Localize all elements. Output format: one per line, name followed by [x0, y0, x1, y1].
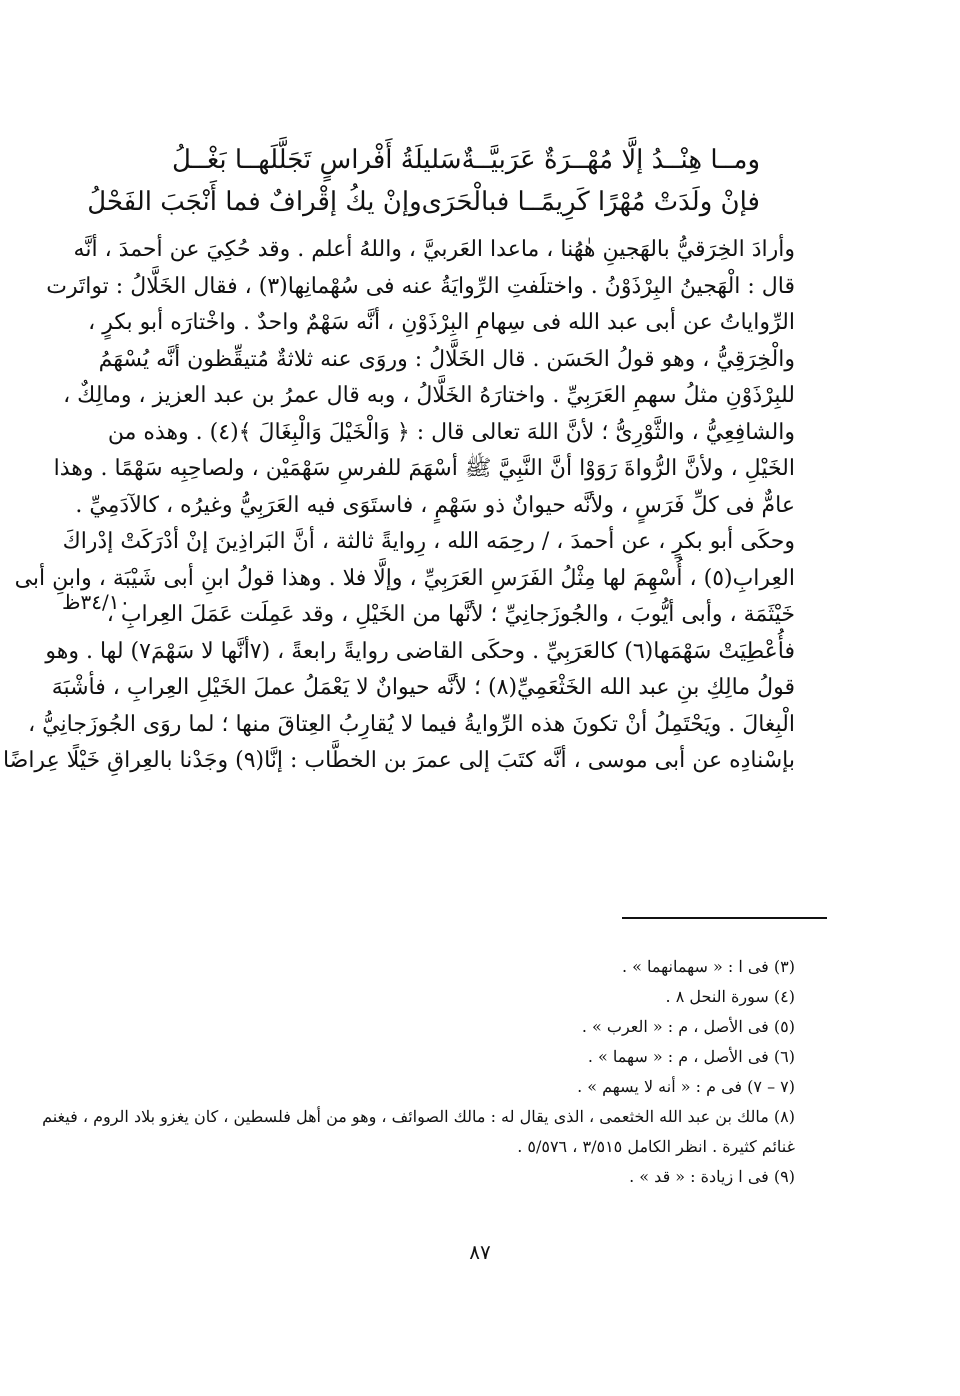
- footnote: (٧ – ٧) فى م : « أنه لا يسهم » .: [577, 1077, 795, 1096]
- text-line: قولُ مالِكِ بنِ عبد الله الخَثْعَمِيِّ(٨) ؛ لأنَّه حيوانٌ لا يَعْمَلُ عملَ الخَيْلِ العِرابِ ، فأشْبَهَ: [51, 675, 795, 700]
- page-number: ٨٧: [469, 1240, 491, 1264]
- text-line: فأُعْطِيَتْ سَهْمَها(٦) كالعَرَبِيِّ . وحكَى القاضى روايةً رابعةً ، (٧أنَّها لا سَهْمَ٧) لها . وهو: [45, 638, 795, 664]
- footnotes: [42, 952, 795, 1192]
- text-line: الخَيْلِ ، ولأنَّ الرُّواةَ رَوَوْا أنَّ النَّبِيَّ ﷺ أسْهَمَ للفرسِ سَهْمَيْن ، ولصاحِبِه سَهْمًا . وهذا: [53, 456, 795, 481]
- poem-verse: [171, 140, 760, 180]
- footnote: (٨) مالك بن عبد الله الخثعمى ، الذى يقال له : مالك الصوائف ، وهو من أهل فلسطين ، كان يغزو بلاد الروم ، فيغنم: [42, 1107, 795, 1126]
- text-line: خَيْثَمَة ، وأبى أيُّوبَ ، والجُوزَجانِيِّ ؛ لأنَّها من الخَيْلِ ، وقد عَمِلَت عَمَلَ العِرابِ ،: [106, 602, 795, 627]
- footnote: (٥) فى الأصل ، م : « العرب » .: [581, 1017, 795, 1036]
- footnote: (٦) فى الأصل ، م : « سهما » .: [587, 1047, 795, 1066]
- footnote: (٩) فى ا زيادة : « قد » .: [629, 1167, 795, 1186]
- text-line: قال : الْهَجينُ البِرْذَوْنُ . واختلَفتِ الرِّوايَةُ عنه فى سُهْمانِها(٣) ، فقال الخَلَّالُ : تواتَرت: [46, 273, 795, 299]
- text-line: والشافِعِيُّ ، والثَّوْرِىُّ ؛ لأنَّ اللهَ تعالى قال : ﴿ وَالْخَيْلَ وَالْبِغَالَ ﴾(٤) . وهذه من: [107, 419, 795, 445]
- text-line: والْخِرَقِيُّ ، وهو قولُ الحَسَن . قال الخَلَّالُ : وروَى عنه ثلاثةٌ مُتيقِّظون أنَّه يُسْهَمُ: [98, 346, 795, 372]
- text-line: الْبِغالَ . ويَحْتَمِلُ أنْ تكونَ هذه الرِّوايةُ فيما لا يُقارِبُ العِتاقَ منها ؛ لما روَى الجُوزَجانِيُّ ،: [28, 711, 795, 737]
- manuscript-folio-note: ٣٤/١٠ظ: [62, 590, 131, 614]
- verse-first-hemistich: ومــا هِنْــدُ إلَّا مُهْــرَةٌ عَرَبيَّــةٌ: [461, 145, 760, 175]
- text-line: عامٌّ فى كلِّ فَرَسٍ ، ولأنَّه حيوانٌ ذو سَهْمٍ ، فاستَوَى فيه العَرَبِيُّ وغيرُه ، كالآدَمِيِّ .: [75, 492, 795, 518]
- footnote: (٣) فى ا : « سهمانهما » .: [621, 957, 795, 976]
- text-line: العِرابِ(٥) ، أُسْهِمَ لها مِثْلُ الفَرَسِ العَرَبِيِّ ، وإلَّا فلا . وهذا قولُ ابنِ أبى شَيْبَة ، وابنِ أبى: [14, 565, 795, 591]
- footnote-divider: [622, 917, 827, 919]
- text-line: الرِّواياتُ عن أبى عبد الله فى سِهامِ البِرْذَوْنِ ، أنَّه سَهْمٌ واحدٌ . واخْتارَه أبو بكرٍ ،: [88, 310, 795, 335]
- text-line: وحكَى أبو بكرٍ ، عن أحمدَ ، / رحِمَه الله ، رِوايةً ثالثة ، أنَّ البَراذِينَ إنْ أدْرَكَتْ إدْراكَ: [62, 529, 795, 554]
- text-line: للبِرْذَوْنِ مثلُ سهمِ العَرَبِيِّ . واختارَهُ الخَلَّالُ ، وبه قال عمرُ بن عبد العزيز ، ومالِكٌ ،: [63, 383, 795, 408]
- text-line: وأرادَ الخِرَقيُّ بالهَجينِ هٰهُنا ، ماعدا العَربيَّ ، واللهُ أعلم . وقد حُكِيَ عن أحمدَ ، أنَّه: [73, 237, 795, 262]
- text-line: بإسْنادِه عن أبى موسى ، أنَّه كتَبَ إلى عمرَ بن الخطَّاب : إنَّا(٩) وجَدْنا بالعِراقِ خَيْلًا عِراضًا: [2, 748, 795, 773]
- footnote-continuation: غنائم كثيرة . انظر الكامل ٣/٥١٥ ، ٥/٥٧٦ .: [517, 1137, 795, 1156]
- poem-verse: [87, 182, 760, 222]
- footnote: (٤) سورة النحل ٨ .: [665, 987, 795, 1006]
- verse-first-hemistich: فإنْ ولَدَتْ مُهْرًا كَرِيمًــا فبالْحَرَى: [421, 187, 760, 217]
- verse-second-hemistich: وإنْ يكُ إقْرافٌ فما أَنْجَبَ الفَحْلُ: [87, 187, 422, 217]
- verse-second-hemistich: سَليلَةُ أَفْراسٍ تَجَلَّلَهــا بَغْــلُ: [171, 145, 462, 175]
